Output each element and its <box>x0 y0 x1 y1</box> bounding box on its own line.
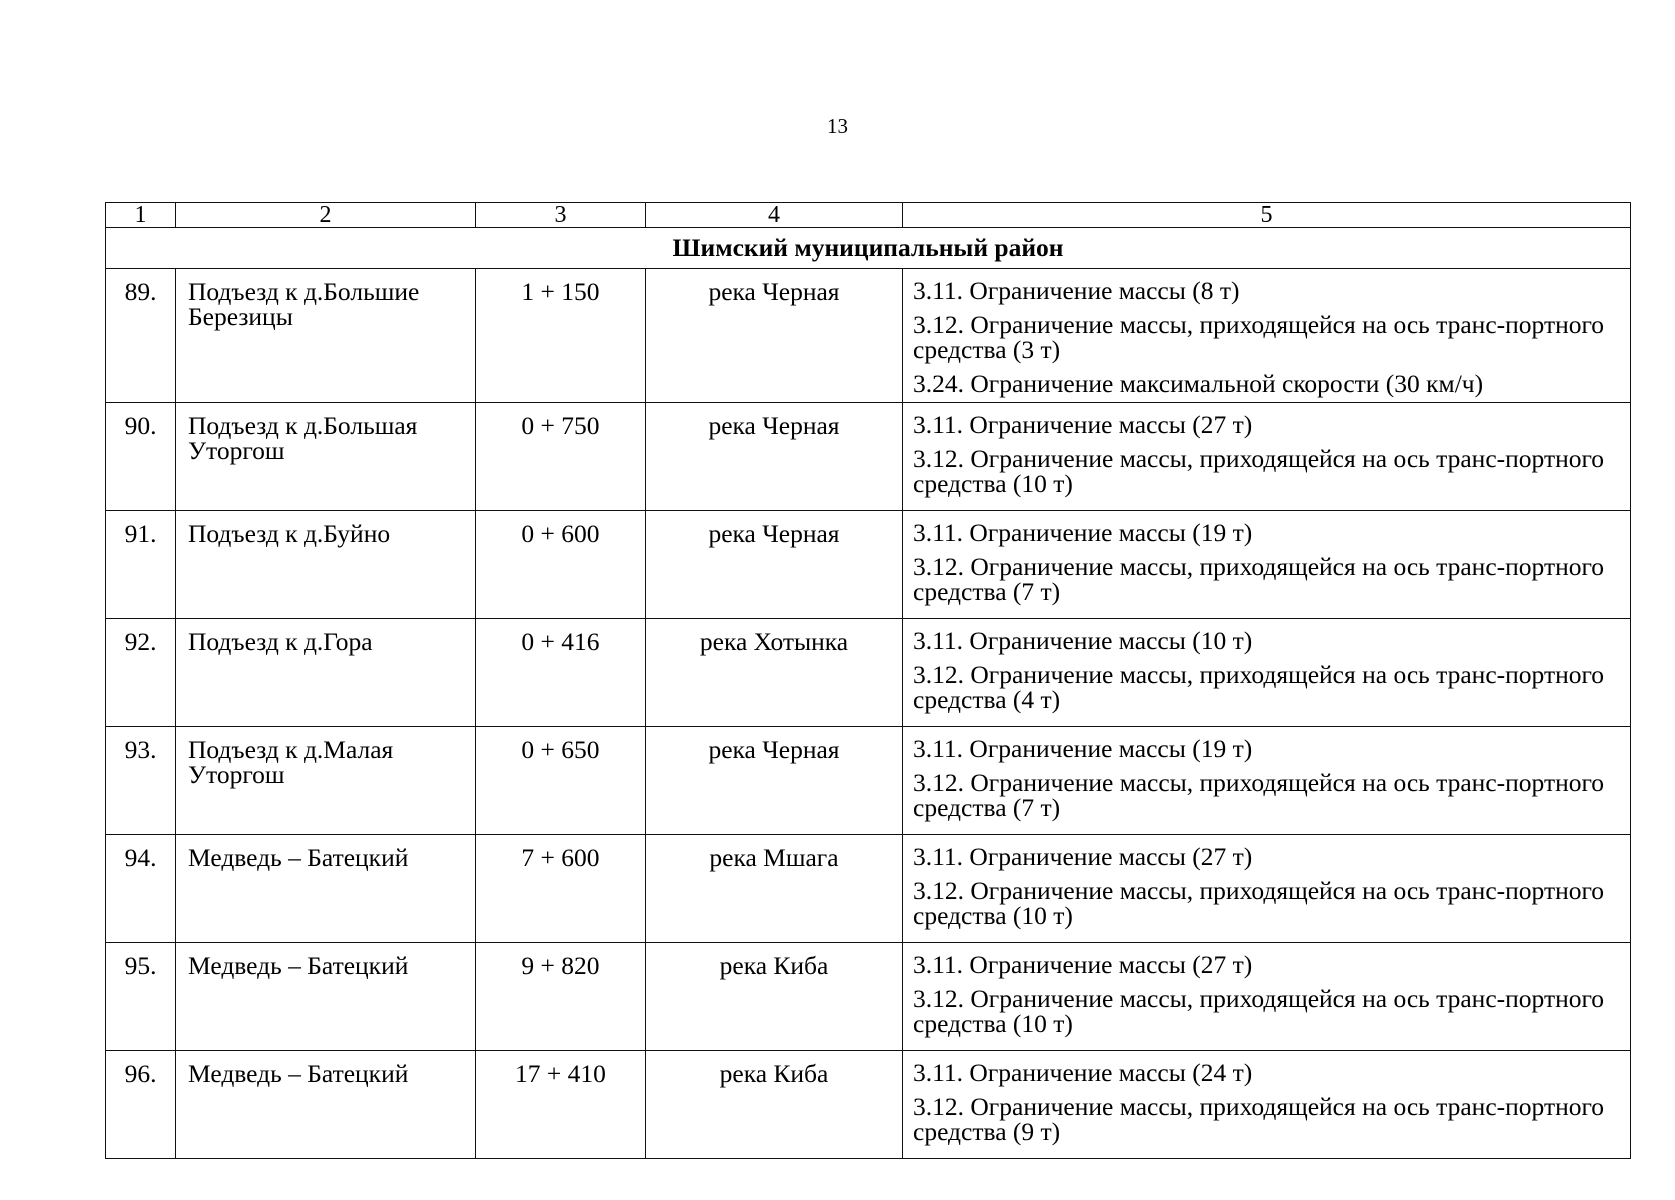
bridge-object: река Черная <box>646 727 903 835</box>
bridge-object: река Киба <box>646 1051 903 1159</box>
restriction-sign: 3.24. Ограничение максимальной скорости (30 км/ч) <box>913 369 1484 398</box>
table-row <box>106 835 1631 943</box>
column-number: 4 <box>646 203 903 228</box>
restrictions-table <box>105 202 1631 1159</box>
row-number: 91. <box>106 511 176 619</box>
road-name: Подъезд к д.Большие Березицы <box>176 269 476 403</box>
restriction-sign: 3.11. Ограничение массы (8 т) <box>913 276 1240 305</box>
bridge-object: река Черная <box>646 403 903 511</box>
column-number-row <box>106 203 1631 228</box>
district-title: Шимский муниципальный район <box>106 228 1631 269</box>
restriction-sign: 3.11. Ограничение массы (27 т) <box>913 410 1253 439</box>
restriction-sign: 3.12. Ограничение массы, приходящейся на ось транс-портного средства (10 т) <box>913 876 1605 930</box>
road-kilometer: 0 + 416 <box>476 619 646 727</box>
table-row <box>106 619 1631 727</box>
restriction-sign: 3.12. Ограничение массы, приходящейся на ось транс-портного средства (4 т) <box>913 660 1605 714</box>
table-body <box>106 203 1631 1159</box>
restriction-sign: 3.11. Ограничение массы (10 т) <box>913 626 1253 655</box>
restriction-sign: 3.12. Ограничение массы, приходящейся на ось транс-портного средства (9 т) <box>913 1092 1605 1146</box>
restriction-signs <box>903 269 1631 403</box>
road-name: Медведь – Батецкий <box>176 943 476 1051</box>
table-row <box>106 943 1631 1051</box>
row-number: 90. <box>106 403 176 511</box>
road-kilometer: 0 + 750 <box>476 403 646 511</box>
road-name: Подъезд к д.Малая Уторгош <box>176 727 476 835</box>
bridge-object: река Черная <box>646 269 903 403</box>
restriction-sign: 3.11. Ограничение массы (19 т) <box>913 734 1253 763</box>
road-name: Подъезд к д.Гора <box>176 619 476 727</box>
table-row <box>106 511 1631 619</box>
restriction-signs <box>903 727 1631 835</box>
row-number: 96. <box>106 1051 176 1159</box>
restriction-sign: 3.12. Ограничение массы, приходящейся на ось транс-портного средства (7 т) <box>913 552 1605 606</box>
road-kilometer: 17 + 410 <box>476 1051 646 1159</box>
restriction-signs <box>903 835 1631 943</box>
road-name: Подъезд к д.Большая Уторгош <box>176 403 476 511</box>
restriction-signs <box>903 511 1631 619</box>
restriction-signs <box>903 403 1631 511</box>
table-row <box>106 403 1631 511</box>
page-number: 13 <box>827 114 848 138</box>
restriction-sign: 3.11. Ограничение массы (27 т) <box>913 842 1253 871</box>
restriction-sign: 3.12. Ограничение массы, приходящейся на ось транс-портного средства (3 т) <box>913 310 1605 364</box>
road-kilometer: 0 + 650 <box>476 727 646 835</box>
district-header-row <box>106 228 1631 269</box>
restriction-signs <box>903 1051 1631 1159</box>
bridge-object: река Мшага <box>646 835 903 943</box>
row-number: 95. <box>106 943 176 1051</box>
road-name: Медведь – Батецкий <box>176 835 476 943</box>
bridge-object: река Киба <box>646 943 903 1051</box>
road-kilometer: 9 + 820 <box>476 943 646 1051</box>
road-kilometer: 1 + 150 <box>476 269 646 403</box>
restriction-sign: 3.12. Ограничение массы, приходящейся на ось транс-портного средства (10 т) <box>913 444 1605 498</box>
restriction-sign: 3.11. Ограничение массы (27 т) <box>913 950 1253 979</box>
row-number: 92. <box>106 619 176 727</box>
road-kilometer: 0 + 600 <box>476 511 646 619</box>
road-name: Подъезд к д.Буйно <box>176 511 476 619</box>
column-number: 5 <box>903 203 1631 228</box>
restriction-signs <box>903 943 1631 1051</box>
row-number: 89. <box>106 269 176 403</box>
column-number: 1 <box>106 203 176 228</box>
table-row <box>106 727 1631 835</box>
road-name: Медведь – Батецкий <box>176 1051 476 1159</box>
column-number: 2 <box>176 203 476 228</box>
bridge-object: река Хотынка <box>646 619 903 727</box>
restriction-sign: 3.12. Ограничение массы, приходящейся на ось транс-портного средства (10 т) <box>913 984 1605 1038</box>
row-number: 93. <box>106 727 176 835</box>
restriction-signs <box>903 619 1631 727</box>
restriction-sign: 3.12. Ограничение массы, приходящейся на ось транс-портного средства (7 т) <box>913 768 1605 822</box>
restriction-sign: 3.11. Ограничение массы (19 т) <box>913 518 1253 547</box>
row-number: 94. <box>106 835 176 943</box>
restriction-sign: 3.11. Ограничение массы (24 т) <box>913 1058 1253 1087</box>
table-row <box>106 269 1631 403</box>
road-kilometer: 7 + 600 <box>476 835 646 943</box>
column-number: 3 <box>476 203 646 228</box>
bridge-object: река Черная <box>646 511 903 619</box>
table-row <box>106 1051 1631 1159</box>
